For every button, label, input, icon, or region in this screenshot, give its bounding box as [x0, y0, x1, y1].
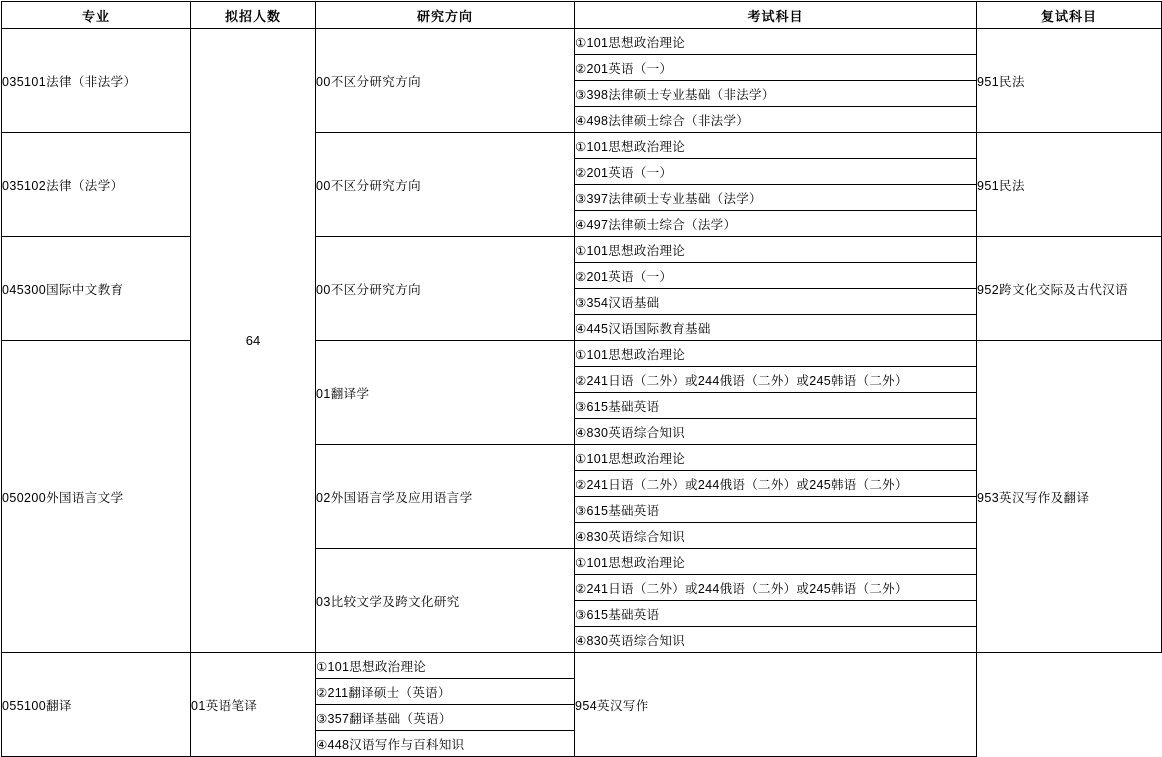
major-cell: 050200外国语言文学 [2, 341, 191, 653]
header-exam-subjects: 考试科目 [575, 2, 977, 29]
subject-cell: ④830英语综合知识 [575, 627, 977, 653]
table-row [2, 653, 1162, 679]
major-cell: 045300国际中文教育 [2, 237, 191, 341]
subject-cell: ③615基础英语 [575, 601, 977, 627]
major-cell: 035102法律（法学） [2, 133, 191, 237]
document-page [0, 1, 1162, 753]
major-cell: 035101法律（非法学） [2, 29, 191, 133]
subject-cell: ③398法律硕士专业基础（非法学） [575, 81, 977, 107]
subject-cell: ②201英语（一） [575, 263, 977, 289]
subject-cell: ①101思想政治理论 [575, 341, 977, 367]
header-major: 专业 [2, 2, 191, 29]
subject-cell: ①101思想政治理论 [575, 133, 977, 159]
direction-cell: 02外国语言学及应用语言学 [316, 445, 575, 549]
table-row [2, 341, 1162, 367]
subject-cell: ③357翻译基础（英语） [316, 705, 575, 731]
retest-cell: 954英汉写作 [575, 653, 977, 757]
table-header-row [2, 2, 1162, 29]
table-row [2, 29, 1162, 55]
table-row [2, 133, 1162, 159]
subject-cell: ③615基础英语 [575, 393, 977, 419]
subject-cell: ②201英语（一） [575, 55, 977, 81]
major-cell: 055100翻译 [2, 653, 191, 757]
direction-cell: 00不区分研究方向 [316, 133, 575, 237]
subject-cell: ④448汉语写作与百科知识 [316, 731, 575, 757]
header-direction: 研究方向 [316, 2, 575, 29]
subject-cell: ②211翻译硕士（英语） [316, 679, 575, 705]
direction-cell: 03比较文学及跨文化研究 [316, 549, 575, 653]
subject-cell: ②241日语（二外）或244俄语（二外）或245韩语（二外） [575, 471, 977, 497]
header-retest-subjects: 复试科目 [977, 2, 1162, 29]
subject-cell: ①101思想政治理论 [575, 445, 977, 471]
direction-cell: 01翻译学 [316, 341, 575, 445]
direction-cell: 00不区分研究方向 [316, 237, 575, 341]
subject-cell: ③354汉语基础 [575, 289, 977, 315]
subject-cell: ②201英语（一） [575, 159, 977, 185]
admission-catalog-table [1, 1, 1162, 757]
subject-cell: ①101思想政治理论 [575, 549, 977, 575]
subject-cell: ②241日语（二外）或244俄语（二外）或245韩语（二外） [575, 367, 977, 393]
subject-cell: ①101思想政治理论 [575, 237, 977, 263]
subject-cell: ④830英语综合知识 [575, 419, 977, 445]
subject-cell: ①101思想政治理论 [575, 29, 977, 55]
subject-cell: ④445汉语国际教育基础 [575, 315, 977, 341]
quota-cell: 64 [191, 29, 316, 653]
direction-cell: 00不区分研究方向 [316, 29, 575, 133]
subject-cell: ④830英语综合知识 [575, 523, 977, 549]
header-quota: 拟招人数 [191, 2, 316, 29]
table-row [2, 237, 1162, 263]
subject-cell: ④497法律硕士综合（法学） [575, 211, 977, 237]
subject-cell: ①101思想政治理论 [316, 653, 575, 679]
subject-cell: ②241日语（二外）或244俄语（二外）或245韩语（二外） [575, 575, 977, 601]
retest-cell: 952跨文化交际及古代汉语 [977, 237, 1162, 341]
subject-cell: ④498法律硕士综合（非法学） [575, 107, 977, 133]
subject-cell: ③615基础英语 [575, 497, 977, 523]
retest-cell: 951民法 [977, 133, 1162, 237]
direction-cell: 01英语笔译 [191, 653, 316, 757]
retest-cell: 953英汉写作及翻译 [977, 341, 1162, 653]
subject-cell: ③397法律硕士专业基础（法学） [575, 185, 977, 211]
retest-cell: 951民法 [977, 29, 1162, 133]
